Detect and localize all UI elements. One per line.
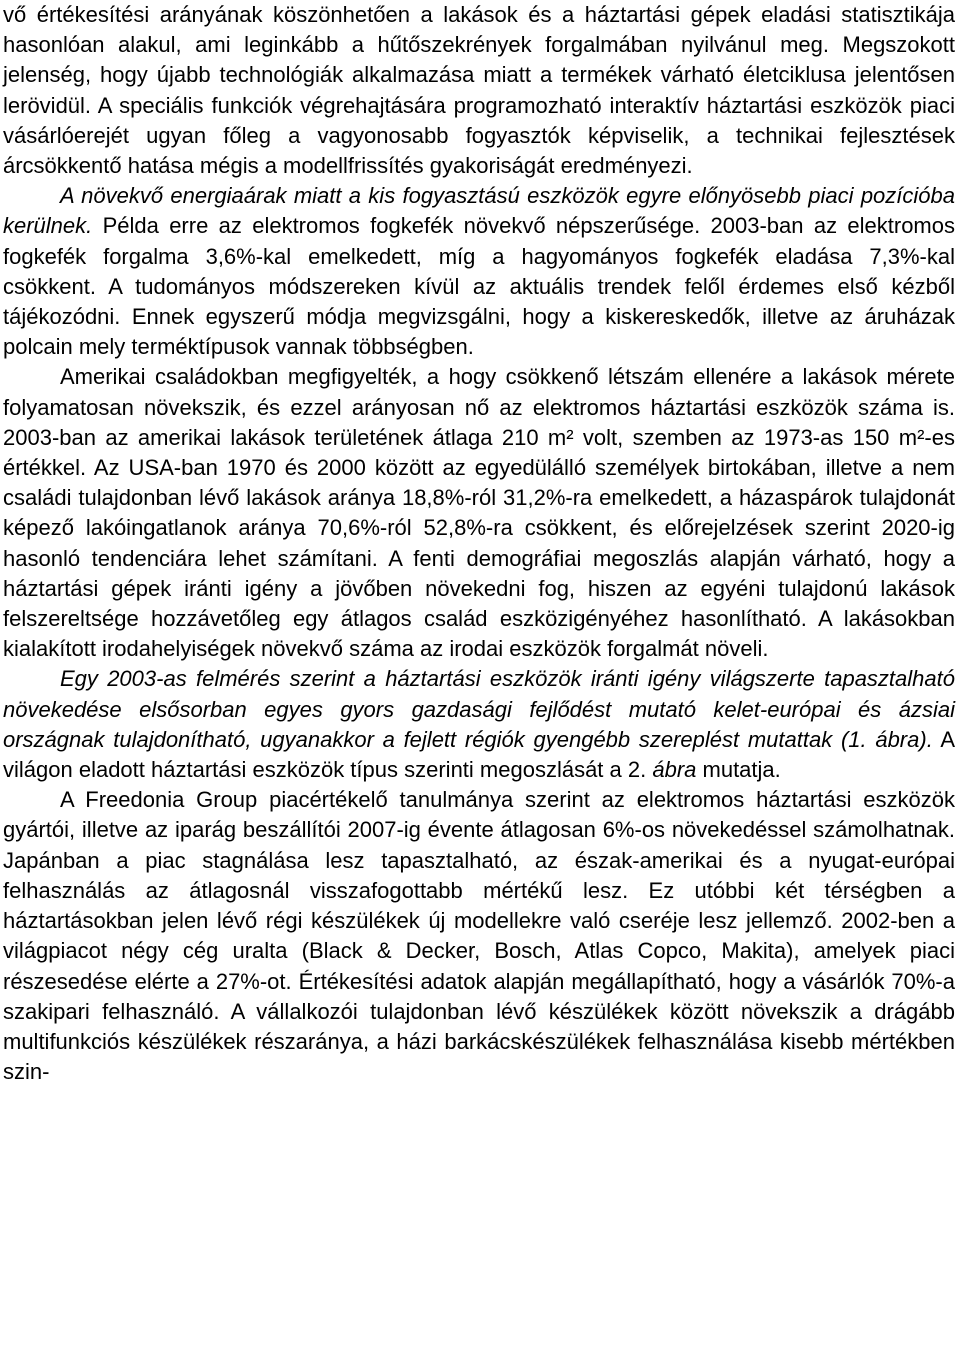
paragraph-1 — [3, 0, 955, 181]
paragraph-3 — [3, 362, 955, 664]
paragraph-5 — [3, 785, 955, 1087]
paragraph-4-italic-lead: Egy 2003-as felmérés szerint a háztartási eszközök iránti igény világszerte tapasztalható növekedése elsősorban egyes gyors gazdasági fejlődést mutató kelet-európai és ázsiai országnak tulajdonítható, ugyanakkor a fejlett régiók gyengébb szereplést mutattak (1. ábra). — [3, 666, 955, 752]
paragraph-3-text: Amerikai családokban megfigyelték, a hogy csökkenő létszám ellenére a lakások mérete folyamatosan növekszik, és ezzel arányosan nő az elektromos háztartási eszközök száma is. 2003-ban az amerikai lakások területének átlaga 210 m² volt, szemben az 1973-as 150 m²-es értékkel. Az USA-ban 1970 és 2000 között az egyedülálló személyek birtokában, illetve a nem családi tulajdonban lévő lakások aránya 18,8%-ról 31,2%-ra emelkedett, a házaspárok tulajdonát képező lakóingatlanok aránya 70,6%-ról 52,8%-ra csökkent, és előrejelzések szerint 2020-ig hasonló tendenciára lehet számítani. A fenti demográfiai megoszlás alapján várható, hogy a háztartási gépek iránti igény a jövőben növekedni fog, hiszen az egyéni tulajdonú lakások felszereltsége hozzávetőleg egy átlagos család eszközigényéhez hasonlítható. A lakásokban kialakított irodahelyiségek növekvő száma az irodai eszközök forgalmát növeli. — [3, 364, 955, 662]
paragraph-4-figure-ref: ábra — [652, 757, 697, 783]
paragraph-4-text: A világon eladott háztartási eszközök típus szerinti megoszlását a 2. — [3, 726, 955, 783]
document-page — [3, 0, 955, 1087]
paragraph-4-text-end: mutatja. — [696, 757, 781, 783]
paragraph-2-italic-lead: A növekvő energiaárak miatt a kis fogyasztású eszközök egyre előnyösebb piaci pozícióba kerülnek. — [3, 183, 955, 239]
paragraph-4 — [3, 664, 955, 785]
paragraph-5-text: A Freedonia Group piacértékelő tanulmánya szerint az elektromos háztartási eszközök gyártói, illetve az iparág beszállítói 2007-ig évente átlagosan 6%-os növekedéssel számolhatnak. Japánban a piac stagnálása lesz tapasztalható, az észak-amerikai és a nyugat-európai felhasználás az átlagosnál visszafogottabb mértékű lesz. Ez utóbbi két térségben a háztartásokban jelen lévő régi készülékek új modellekre való cseréje lesz jellemző. 2002-ben a világpiacot négy cég uralta (Black & Decker, Bosch, Atlas Copco, Makita), amelyek piaci részesedése elérte a 27%-ot. Értékesítési adatok alapján megállapítható, hogy a vásárlók 70%-a szakipari felhasználó. A vállalkozói tulajdonban lévő készülékek között növekszik a drágább multifunkciós készülékek részaránya, a házi barkácskészülékek felhasználása kisebb mértékben szin- — [3, 787, 955, 1085]
paragraph-2 — [3, 181, 955, 362]
paragraph-1-text: vő értékesítési arányának köszönhetően a lakások és a háztartási gépek eladási statisztikája hasonlóan alakul, ami leginkább a hűtőszekrények forgalmában nyilvánul meg. Megszokott jelenség, hogy újabb technológiák alkalmazása miatt a termékek várható életciklusa jelentősen lerövidül. A speciális funkciók végrehajtására programozható interaktív háztartási eszközök piaci vásárlóerejét ugyan főleg a vagyonosabb fogyasztók képviselik, a technikai fejlesztések árcsökkentő hatása mégis a modellfrissítés gyakoriságát eredményezi. — [3, 2, 955, 179]
paragraph-2-text: Példa erre az elektromos fogkefék növekvő népszerűsége. 2003-ban az elektromos fogkefék forgalma 3,6%-kal emelkedett, míg a hagyományos fogkefék eladása 7,3%-kal csökkent. A tudományos módszereken kívül az aktuális trendek felől érdemes első kézből tájékozódni. Ennek egyszerű módja megvizsgálni, hogy a kiskereskedők, illetve az áruházak polcain mely terméktípusok vannak többségben. — [3, 213, 955, 360]
